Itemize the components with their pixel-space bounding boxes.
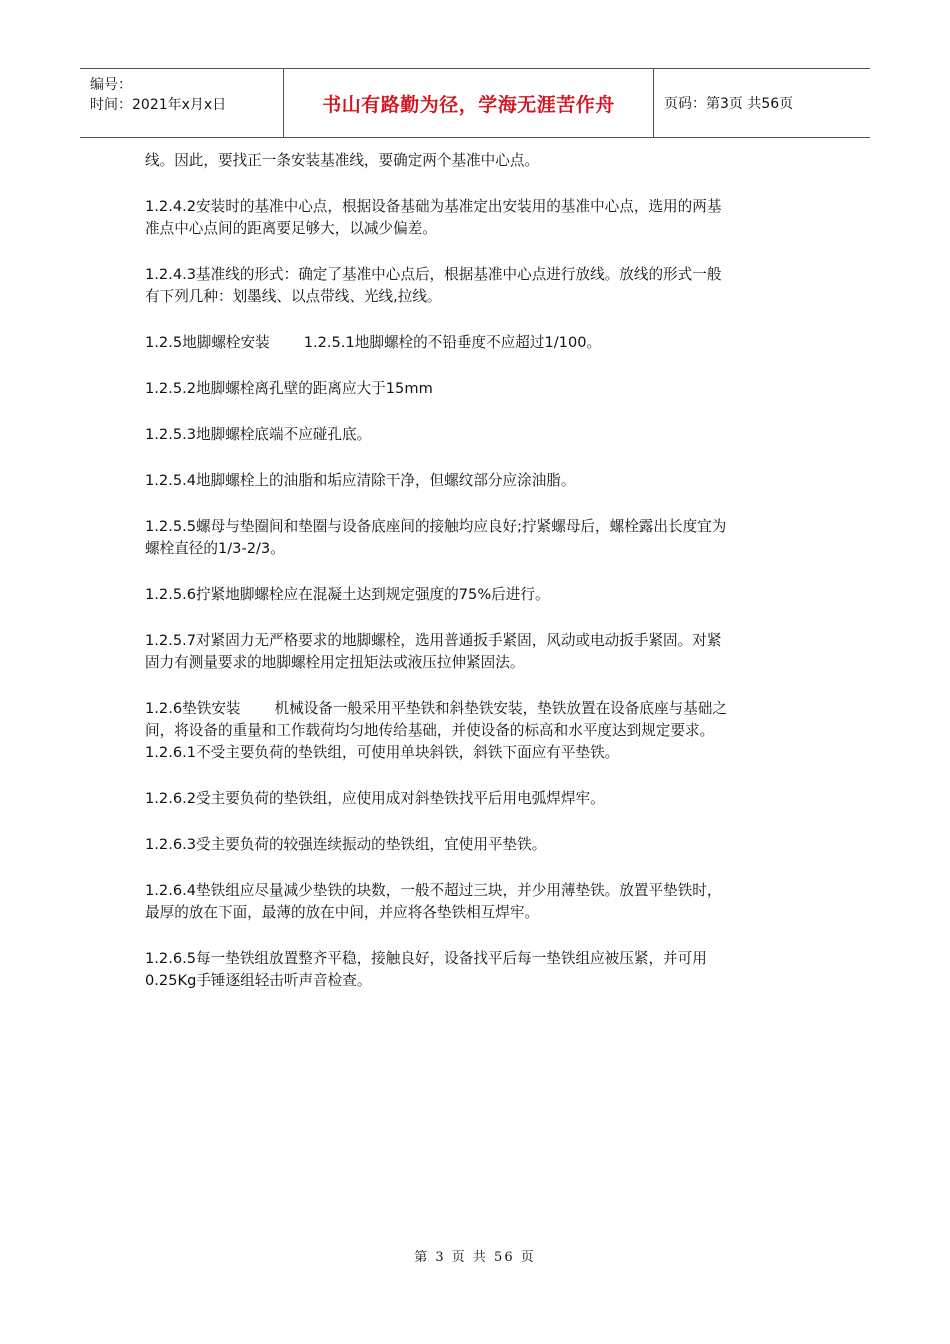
paragraph: [145, 470, 810, 492]
text-line: 1.2.5.7对紧固力无严格要求的地脚螺栓，选用普通扳手紧固，风动或电动扳手紧固。对紧: [145, 632, 722, 649]
section-heading: 1.2.6垫铁安装: [145, 700, 241, 717]
text-line: 1.2.6.3受主要负荷的较强连续振动的垫铁组，宜使用平垫铁。: [145, 836, 547, 853]
text-line: 1.2.5.2地脚螺栓离孔壁的距离应大于15mm: [145, 380, 433, 397]
text-line: 机械设备一般采用平垫铁和斜垫铁安装，垫铁放置在设备底座与基础之: [274, 700, 727, 717]
text-line: 间，将设备的重量和工作载荷均匀地传给基础，并使设备的标高和水平度达到规定要求。: [145, 722, 715, 739]
text-line: 1.2.5.5螺母与垫圈间和垫圈与设备底座间的接触均应良好;拧紧螺母后，螺栓露出长度宜为: [145, 518, 727, 535]
paragraph: [145, 948, 810, 992]
text-line: 螺栓直径的1/3-2/3。: [145, 540, 285, 557]
paragraph: [145, 196, 810, 240]
text-line: 1.2.6.1不受主要负荷的垫铁组，可使用单块斜铁，斜铁下面应有平垫铁。: [145, 744, 620, 761]
header-page-info: 页码：第3页 共56页: [664, 96, 794, 112]
text-line: 1.2.5.6拧紧地脚螺栓应在混凝土达到规定强度的75%后进行。: [145, 586, 550, 603]
text-line: 1.2.4.2安装时的基准中心点，根据设备基础为基准定出安装用的基准中心点，选用的两基: [145, 198, 722, 215]
paragraph: [145, 788, 810, 810]
section-heading: 1.2.5地脚螺栓安装: [145, 334, 270, 351]
paragraph: [145, 880, 810, 924]
paragraph: [145, 584, 810, 606]
text-line: 1.2.4.3基准线的形式：确定了基准中心点后，根据基准中心点进行放线。放线的形式一般: [145, 266, 722, 283]
page-footer: 第 3 页 共 56 页: [414, 1250, 536, 1265]
document-body: [145, 150, 810, 992]
text-line: 1.2.5.4地脚螺栓上的油脂和垢应清除干净，但螺纹部分应涂油脂。: [145, 472, 576, 489]
text-line: 1.2.6.4垫铁组应尽量减少垫铁的块数，一般不超过三块，并少用薄垫铁。放置平垫铁时，: [145, 882, 722, 899]
document-number-label: 编号：: [90, 77, 132, 93]
text-line: 1.2.5.3地脚螺栓底端不应碰孔底。: [145, 426, 372, 443]
paragraph: [145, 630, 810, 674]
text-line: 固力有测量要求的地脚螺栓用定扭矩法或液压拉伸紧固法。: [145, 654, 525, 671]
paragraph: [145, 150, 810, 172]
text-line: 最厚的放在下面，最薄的放在中间，并应将各垫铁相互焊牢。: [145, 904, 540, 921]
text-line: 1.2.6.2受主要负荷的垫铁组，应使用成对斜垫铁找平后用电弧焊焊牢。: [145, 790, 605, 807]
paragraph: [145, 332, 810, 354]
header-meta: [80, 69, 283, 137]
paragraph: [145, 698, 810, 764]
text-line: 1.2.5.1地脚螺栓的不铅垂度不应超过1/100。: [303, 334, 602, 351]
text-line: 有下列几种：划墨线、以点带线、光线,拉线。: [145, 288, 442, 305]
paragraph: [145, 264, 810, 308]
text-line: 0.25Kg手锤逐组轻击听声音检查。: [145, 972, 372, 989]
paragraph: [145, 424, 810, 446]
header-motto: 书山有路勤为径，学海无涯苦作舟: [283, 69, 654, 137]
text-line: 1.2.6.5每一垫铁组放置整齐平稳，接触良好，设备找平后每一垫铁组应被压紧，并可用: [145, 950, 707, 967]
paragraph: [145, 378, 810, 400]
document-date: 时间：2021年x月x日: [90, 97, 227, 113]
text-line: 准点中心点间的距离要足够大，以减少偏差。: [145, 220, 437, 237]
paragraph: [145, 516, 810, 560]
page-header: [80, 68, 870, 138]
paragraph: [145, 834, 810, 856]
text-line: 线。因此，要找正一条安装基准线，要确定两个基准中心点。: [145, 152, 540, 169]
